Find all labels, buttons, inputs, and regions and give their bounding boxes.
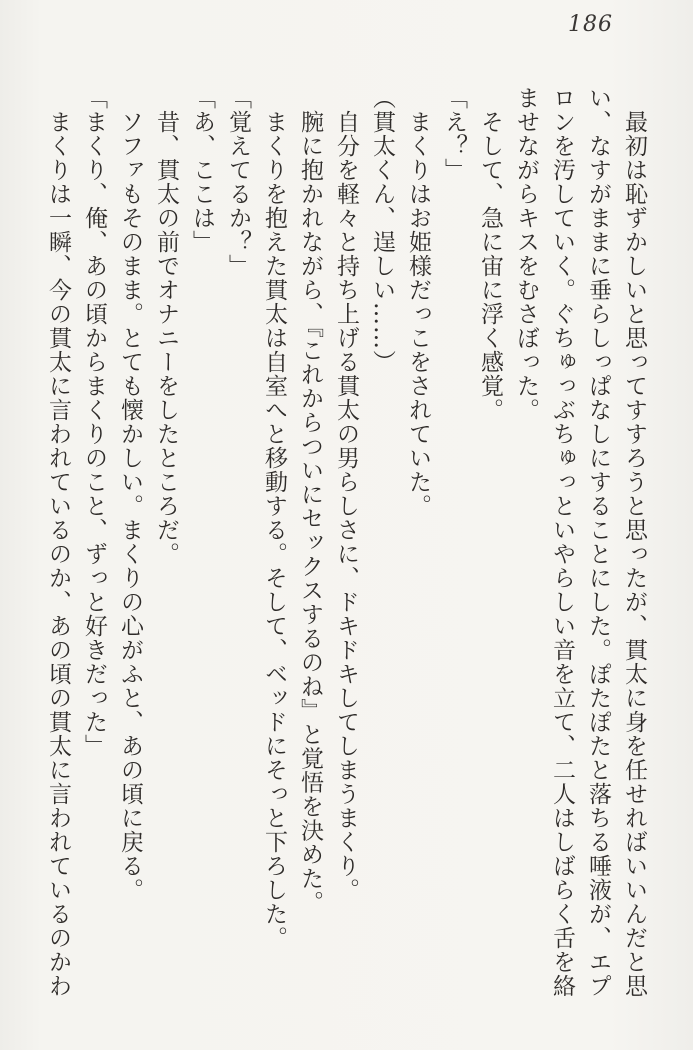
text-column: 「まくり、俺、あの頃からまくりのこと、ずっと好きだった」 (81, 86, 107, 758)
text-column: まくりを抱えた貫太は自室へと移動する。そして、ベッドにそっと下ろした。 (261, 110, 287, 950)
text-column: まくりはお姫様だっこをされていた。 (405, 110, 431, 518)
text-column: ロンを汚していく。ぐちゅっぶちゅっといやらしい音を立て、二人はしばらく舌を絡 (549, 86, 575, 998)
text-column: まくりは一瞬、今の貫太に言われているのか、あの頃の貫太に言われているのかわ (45, 110, 71, 998)
text-column: 最初は恥ずかしいと思ってすすろうと思ったが、貫太に身を任せればいいんだと思 (621, 110, 647, 998)
text-columns (40, 86, 652, 1016)
text-column: ソファもそのまま。とても懐かしい。まくりの心がふと、あの頃に戻る。 (117, 110, 143, 902)
text-column: い、なすがままに垂らしっぱなしにすることにした。ぽたぽたと落ちる唾液が、エプ (585, 86, 611, 998)
text-column: ませながらキスをむさぼった。 (513, 86, 539, 422)
text-column: 「あ、ここは」 (189, 86, 215, 254)
text-column: 昔、貫太の前でオナニーをしたところだ。 (153, 110, 179, 566)
text-column: （貫太くん、逞しい……） (369, 86, 395, 374)
text-column: 自分を軽々と持ち上げる貫太の男らしさに、ドキドキしてしまうまくり。 (333, 110, 359, 902)
text-column: 腕に抱かれながら、『これからついにセックスするのね』と覚悟を決めた。 (297, 110, 323, 915)
text-column: 「え？」 (441, 86, 467, 182)
page-number: 186 (568, 12, 613, 37)
text-column: 「覚えてるか？」 (225, 86, 251, 278)
text-column: そして、急に宙に浮く感覚。 (477, 110, 503, 422)
